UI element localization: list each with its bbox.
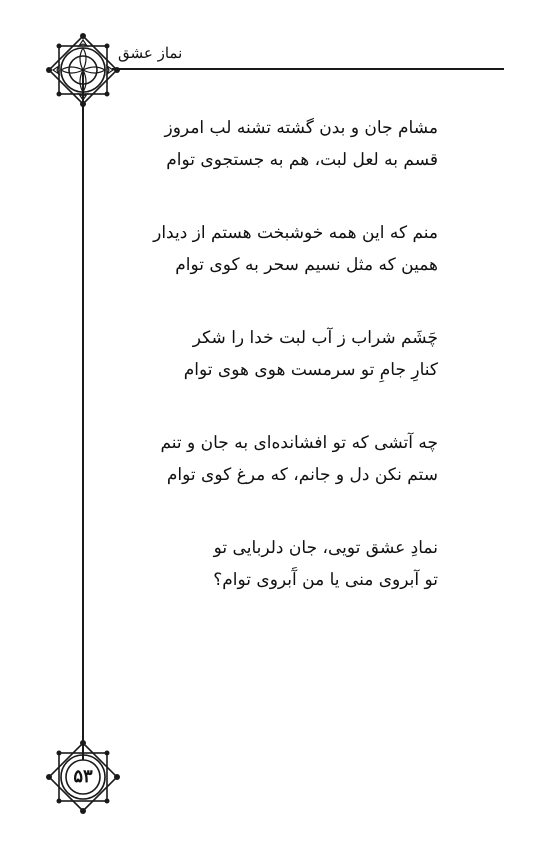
rosette-ornament-icon: [43, 30, 123, 110]
poem: [108, 112, 438, 637]
stanza-2: [108, 217, 438, 281]
verse-line: ستم نکن دل و جانم، که مرغ کوی توام: [166, 465, 438, 485]
running-header-title: نماز عشق: [118, 44, 183, 62]
verse-line: نمادِ عشق تویی، جان دلربایی تو: [213, 538, 438, 558]
stanza-3: [108, 322, 438, 386]
verse-line: تو آبروی منی یا من آَبروی توام؟: [213, 570, 438, 590]
verse-line: کنارِ جامِ تو سرمست هوی هوی توام: [183, 360, 438, 380]
verse-line: همین که مثل نسیم سحر به کوی توام: [175, 255, 438, 275]
stanza-1: [108, 112, 438, 176]
stanza-5: [108, 532, 438, 596]
page-number: ۵۳: [73, 766, 93, 787]
verse-line: چه آتشی که تو افشانده‌ای به جان و تنم: [160, 433, 438, 453]
verse-line: چَشَم شراب ز آب لبت خدا را شکر: [192, 328, 438, 348]
stanza-4: [108, 427, 438, 491]
verse-line: منم که این همه خوشبخت هستم از دیدار: [153, 223, 438, 243]
verse-line: قسم به لعل لبت، هم به جستجوی توام: [166, 150, 438, 170]
header-rule: [112, 68, 504, 70]
vertical-rule: [82, 72, 84, 772]
verse-line: مشام جان و بدن گشته تشنه لب امروز: [164, 118, 438, 138]
